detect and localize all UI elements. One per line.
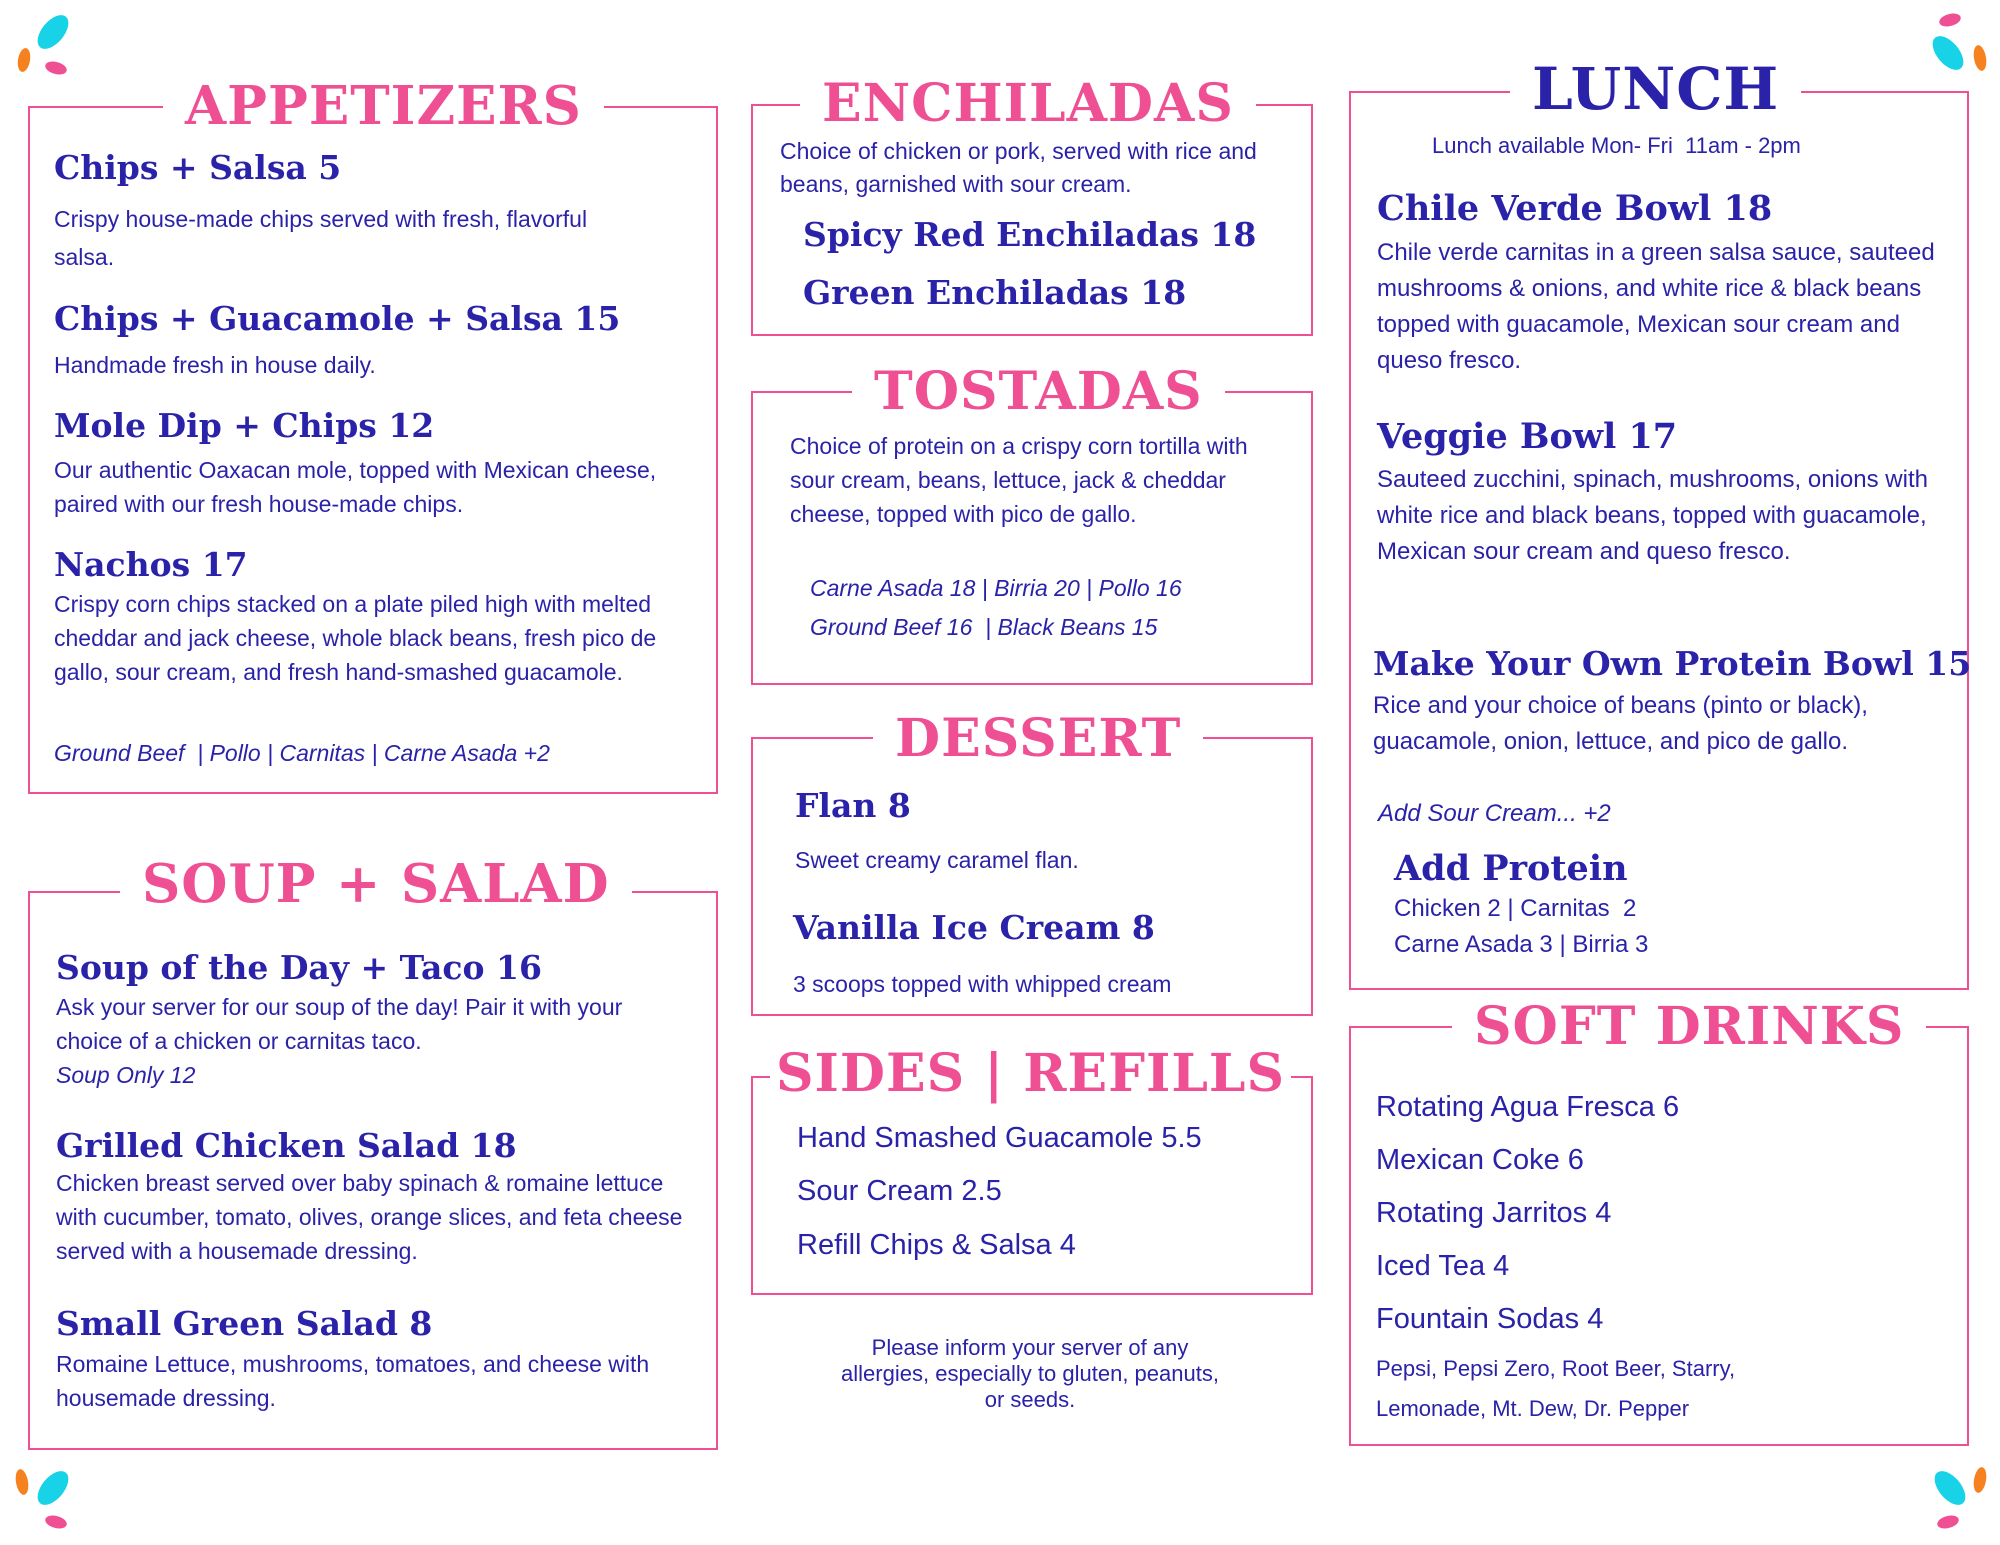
menu-item-name: Nachos 17: [54, 545, 248, 584]
menu-item-note: Soup Only 12: [56, 1062, 196, 1088]
menu-item-description: Chicken breast served over baby spinach & romaine lettuce with cucumber, tomato, olives, orange slices, and feta cheese served with a housemade dressing.: [56, 1170, 683, 1264]
menu-item-name: Spicy Red Enchiladas 18: [803, 215, 1257, 254]
menu-item-name: Grilled Chicken Salad 18: [56, 1126, 517, 1165]
drink-item: Rotating Agua Fresca 6: [1376, 1091, 1680, 1123]
add-protein-options: Carne Asada 3 | Birria 3: [1394, 931, 1649, 958]
drink-item: Fountain Sodas 4: [1376, 1303, 1604, 1335]
menu-item-name: Mole Dip + Chips 12: [54, 406, 435, 445]
menu-item-description: Chile verde carnitas in a green salsa sauce, sauteed mushrooms & onions, and white rice & black beans topped with guacamole, Mexican sour cream and queso fresco.: [1377, 239, 1935, 374]
tostadas-intro: Choice of protein on a crispy corn tortilla with sour cream, beans, lettuce, jack & cheddar cheese, topped with pico de gallo.: [790, 433, 1248, 527]
side-item: Sour Cream 2.5: [797, 1175, 1002, 1207]
allergy-note: Please inform your server of any allergies, especially to gluten, peanuts, or seeds.: [841, 1335, 1219, 1412]
menu-item-name: Chile Verde Bowl 18: [1377, 188, 1773, 229]
side-item: Hand Smashed Guacamole 5.5: [797, 1122, 1202, 1154]
menu-item-description: Romaine Lettuce, mushrooms, tomatoes, and cheese with housemade dressing.: [56, 1351, 650, 1411]
menu-item-description: Handmade fresh in house daily.: [54, 352, 376, 378]
menu-item-name: Chips + Salsa 5: [54, 148, 342, 187]
menu-item-description: Sauteed zucchini, spinach, mushrooms, onions with white rice and black beans, topped with guacamole, Mexican sour cream and queso fresco.: [1377, 466, 1928, 565]
menu-item-name: Vanilla Ice Cream 8: [793, 908, 1155, 947]
petal-decoration-icon: [8, 1460, 83, 1535]
petal-decoration-icon: [8, 10, 83, 85]
lunch-hours: Lunch available Mon- Fri 11am - 2pm: [1432, 133, 1801, 158]
menu-item-name: Flan 8: [795, 786, 911, 825]
menu-item-description: Crispy corn chips stacked on a plate piled high with melted cheddar and jack cheese, whole black beans, fresh pico de gallo, sour cream, and fresh hand-smashed guacamole.: [54, 591, 657, 685]
menu-item-description: Our authentic Oaxacan mole, topped with Mexican cheese, paired with our fresh house-made chips.: [54, 457, 657, 517]
menu-item-name: Green Enchiladas 18: [803, 273, 1187, 312]
sides-refills-title: SIDES | REFILLS: [770, 1048, 1291, 1100]
menu-item-name: Small Green Salad 8: [56, 1304, 433, 1343]
menu-item-description: Rice and your choice of beans (pinto or black), guacamole, onion, lettuce, and pico de gallo.: [1373, 692, 1868, 755]
menu-item-description: Sweet creamy caramel flan.: [795, 847, 1079, 873]
menu-item-name: Soup of the Day + Taco 16: [56, 948, 542, 987]
tostadas-title: TOSTADAS: [852, 366, 1225, 418]
menu-item-name: Chips + Guacamole + Salsa 15: [54, 299, 621, 338]
fountain-soda-list: Pepsi, Pepsi Zero, Root Beer, Starry, Lemonade, Mt. Dew, Dr. Pepper: [1376, 1356, 1736, 1421]
drink-item: Mexican Coke 6: [1376, 1144, 1584, 1176]
soft-drinks-title: SOFT DRINKS: [1452, 1001, 1926, 1053]
enchiladas-intro: Choice of chicken or pork, served with rice and beans, garnished with sour cream.: [780, 138, 1257, 197]
menu-item-description: Crispy house-made chips served with fresh, flavorful salsa.: [54, 206, 588, 270]
tostadas-options: Ground Beef 16 | Black Beans 15: [810, 614, 1158, 640]
menu-item-name: Make Your Own Protein Bowl 15: [1373, 644, 1972, 683]
petal-decoration-icon: [1918, 8, 1993, 83]
soup-salad-title: SOUP + SALAD: [120, 858, 632, 911]
menu-item-description: 3 scoops topped with whipped cream: [793, 971, 1172, 997]
add-sour-cream: Add Sour Cream... +2: [1378, 800, 1611, 827]
add-protein-options: Chicken 2 | Carnitas 2: [1394, 895, 1637, 922]
enchiladas-title: ENCHILADAS: [800, 78, 1256, 130]
side-item: Refill Chips & Salsa 4: [797, 1229, 1076, 1261]
appetizers-title: APPETIZERS: [163, 80, 604, 133]
drink-item: Rotating Jarritos 4: [1376, 1197, 1612, 1229]
lunch-title: LUNCH: [1510, 60, 1801, 118]
menu-item-name: Veggie Bowl 17: [1377, 416, 1678, 457]
dessert-title: DESSERT: [873, 713, 1203, 765]
add-protein-title: Add Protein: [1394, 848, 1628, 889]
tostadas-options: Carne Asada 18 | Birria 20 | Pollo 16: [810, 575, 1182, 601]
petal-decoration-icon: [1918, 1460, 1993, 1535]
protein-options: Ground Beef | Pollo | Carnitas | Carne Asada +2: [54, 740, 550, 766]
menu-item-description: Ask your server for our soup of the day! Pair it with your choice of a chicken or carnitas taco.: [56, 994, 623, 1054]
drink-item: Iced Tea 4: [1376, 1250, 1510, 1282]
